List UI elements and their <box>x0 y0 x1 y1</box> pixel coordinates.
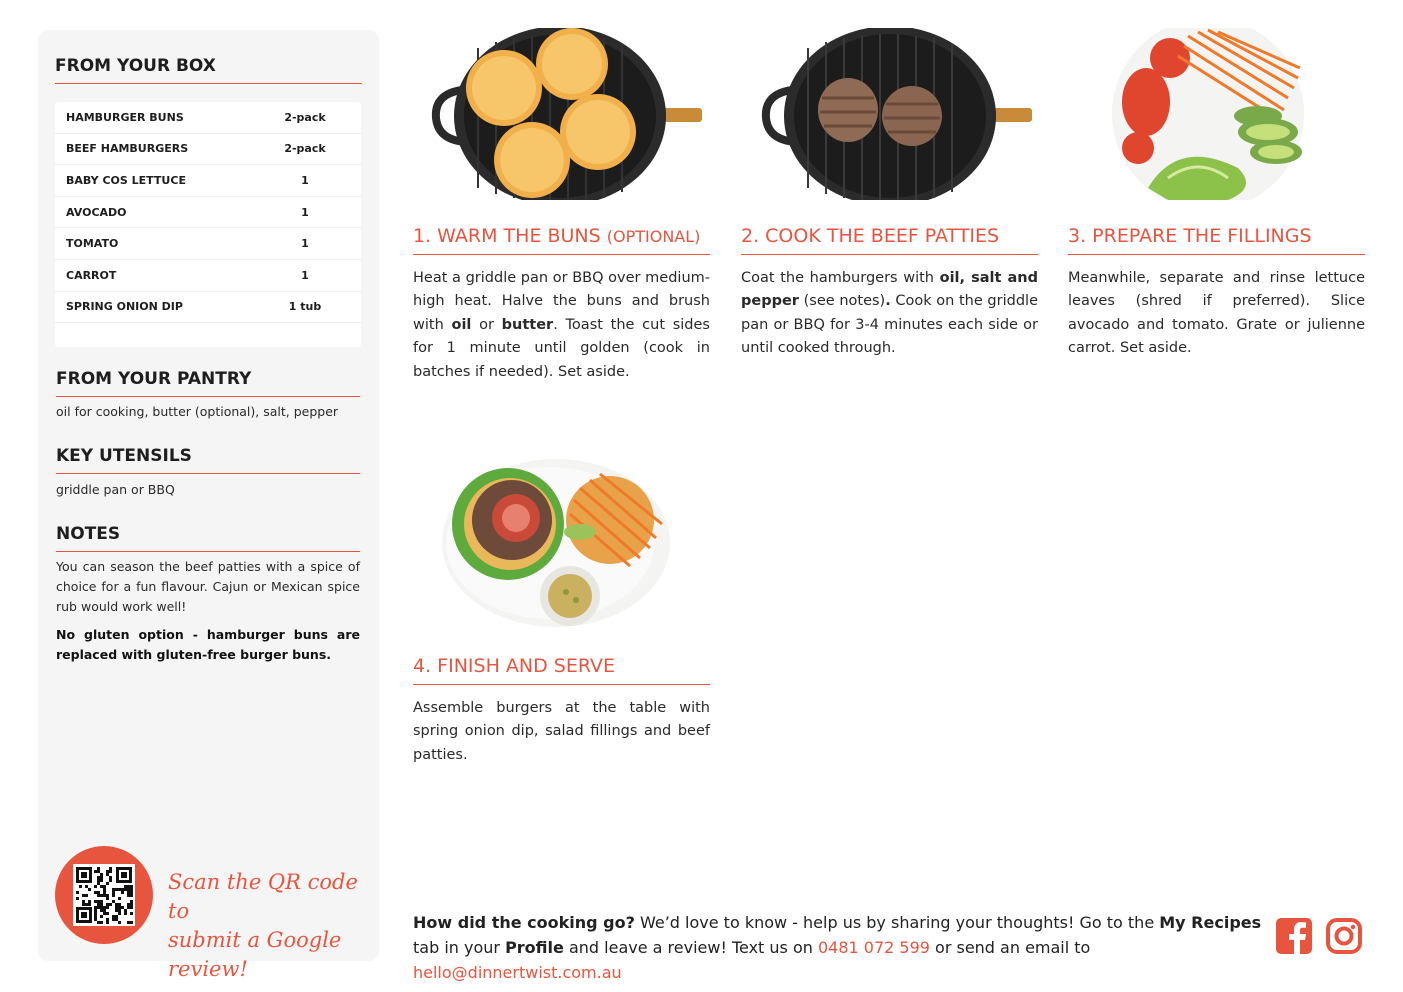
footer-text-4: or send an email to <box>929 938 1091 957</box>
footer-text-3: and leave a review! Text us on <box>563 938 818 957</box>
step-4-instructions <box>413 697 710 767</box>
instruction-text-run: (see notes) <box>798 293 886 310</box>
qr-code-badge[interactable] <box>55 846 153 944</box>
box-item-qty: 2-pack <box>284 110 326 124</box>
box-item-name: BEEF HAMBURGERS <box>66 142 189 156</box>
instruction-text-run: Heat a griddle pan or BBQ over medium-high heat. Halve the buns and brush with <box>413 270 710 333</box>
box-item-row <box>55 228 361 260</box>
instruction-text-run: butter <box>501 316 554 333</box>
from-your-box-heading: FROM YOUR BOX <box>55 56 362 84</box>
box-item-row <box>55 260 361 292</box>
instruction-text-run: . Toast the cut sides for 1 minute until golden (cook in batches if needed). Set aside. <box>413 316 710 380</box>
box-item-name: BABY COS LETTUCE <box>66 173 186 187</box>
instruction-text-run: Assemble burgers at the table with spring onion dip, salad fillings and beef patties. <box>413 700 710 763</box>
instruction-text-run: Coat the hamburgers with <box>741 270 940 286</box>
instruction-text-run: or <box>471 316 502 333</box>
box-items-table <box>55 102 361 347</box>
notes-heading: NOTES <box>56 524 360 552</box>
box-item-name: HAMBURGER BUNS <box>66 110 184 124</box>
step-1-title-text: 1. WARM THE BUNS <box>413 225 601 247</box>
step-1-photo-buns <box>430 28 705 200</box>
footer-text-1: We’d love to know - help us by sharing your thoughts! Go to the <box>634 913 1160 932</box>
utensils-text: griddle pan or BBQ <box>56 482 175 497</box>
from-your-pantry-heading: FROM YOUR PANTRY <box>56 369 360 397</box>
email-link[interactable]: hello@dinnertwist.com.au <box>413 963 622 982</box>
box-item-row <box>55 134 361 166</box>
step-3-title-text: 3. PREPARE THE FILLINGS <box>1068 225 1312 247</box>
step-3-title <box>1068 225 1365 255</box>
key-utensils-heading: KEY UTENSILS <box>56 446 360 474</box>
phone-link[interactable]: 0481 072 599 <box>817 938 930 957</box>
box-item-row <box>55 102 361 134</box>
step-2-photo-patties <box>760 28 1035 200</box>
step-4-title <box>413 655 710 685</box>
instruction-text-run: Meanwhile, separate and rinse lettuce leaves (shred if preferred). Slice avocado and tomato. Grate or julienne carrot. Set aside. <box>1068 270 1365 357</box>
step-1-title-suffix: (OPTIONAL) <box>606 227 701 246</box>
instruction-text-run: oil, salt and pepper <box>741 270 1038 310</box>
box-item-row <box>55 292 361 324</box>
notes-gluten-paragraph: No gluten option - hamburger buns are replaced with gluten-free burger buns. <box>56 627 360 662</box>
box-item-qty: 1 <box>301 173 309 187</box>
box-item-row <box>55 165 361 197</box>
step-2-instructions <box>741 267 1038 361</box>
instruction-text-run: . <box>885 293 891 310</box>
pantry-text: oil for cooking, butter (optional), salt, pepper <box>56 404 339 419</box>
box-item-row <box>55 197 361 229</box>
step-3-photo-fillings <box>1108 28 1308 200</box>
qr-text-line-1: Scan the QR code to <box>168 870 358 923</box>
step-4-title-text: 4. FINISH AND SERVE <box>413 655 616 677</box>
profile-link[interactable]: Profile <box>505 938 564 957</box>
sidebar-panel <box>38 30 379 981</box>
footer-text-2: tab in your <box>413 938 506 957</box>
box-item-qty: 1 tub <box>288 300 322 314</box>
qr-review-prompt <box>168 868 368 984</box>
notes-body <box>56 557 360 673</box>
instruction-text-run: Cook on the griddle pan or BBQ for 3-4 minutes each side or until cooked through. <box>741 293 1038 357</box>
facebook-icon[interactable] <box>1276 918 1312 954</box>
step-2-title <box>741 225 1038 255</box>
box-item-qty: 1 <box>301 205 309 219</box>
instruction-text-run: oil <box>451 316 472 333</box>
box-item-name: SPRING ONION DIP <box>66 300 183 314</box>
box-item-qty: 1 <box>301 237 309 251</box>
step-4-photo-burger <box>440 458 672 628</box>
feedback-footer <box>413 910 1263 985</box>
step-1-instructions <box>413 267 710 384</box>
qr-text-line-2: submit a Google review! <box>168 928 342 981</box>
instagram-icon[interactable] <box>1326 918 1362 954</box>
step-2-title-text: 2. COOK THE BEEF PATTIES <box>741 225 1000 247</box>
box-item-name: AVOCADO <box>66 205 127 219</box>
feedback-question: How did the cooking go? <box>413 913 635 932</box>
step-3-instructions <box>1068 267 1365 361</box>
my-recipes-link[interactable]: My Recipes <box>1159 913 1262 932</box>
qr-code-icon <box>73 864 135 926</box>
box-item-qty: 1 <box>301 268 309 282</box>
notes-paragraph: You can season the beef patties with a spice of choice for a fun flavour. Cajun or Mexican spice rub would work well! <box>56 559 360 614</box>
box-item-name: CARROT <box>66 268 117 282</box>
step-1-title <box>413 225 710 255</box>
box-item-qty: 2-pack <box>284 142 326 156</box>
box-item-name: TOMATO <box>66 237 119 251</box>
